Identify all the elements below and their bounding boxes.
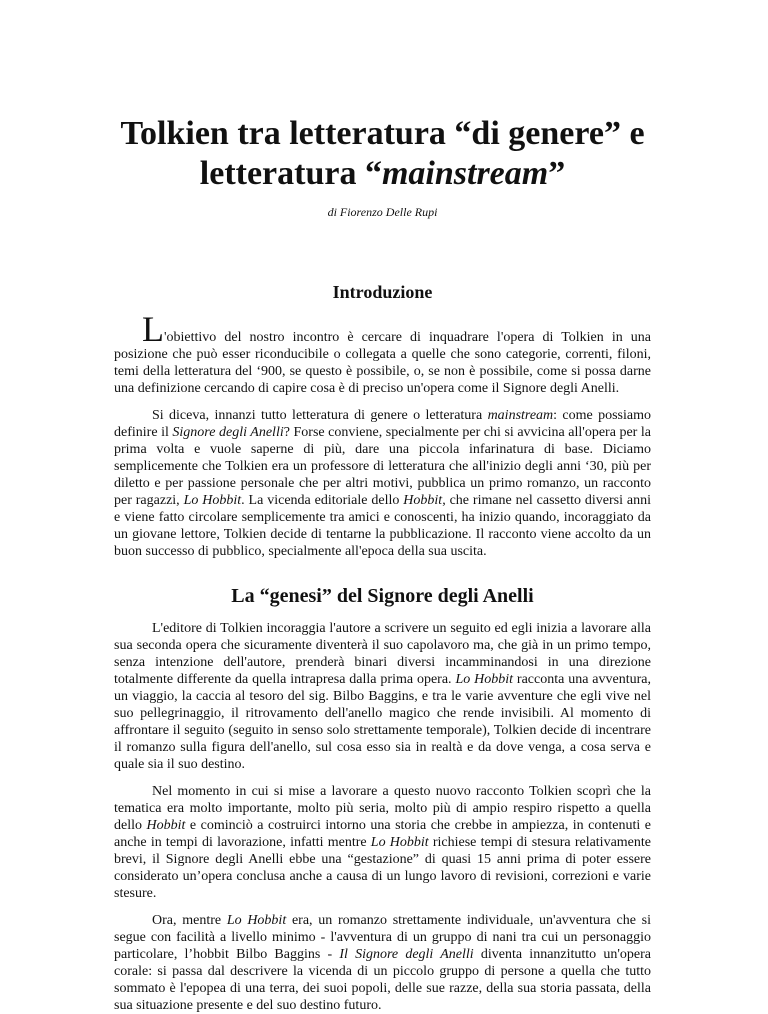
drop-cap-letter: L	[142, 309, 164, 349]
author-byline: di Fiorenzo Delle Rupi	[327, 205, 438, 219]
title-line-1: Tolkien tra letteratura “di genere” e	[120, 115, 645, 152]
italic-book-title: Signore degli Anelli	[172, 425, 284, 440]
text-run: era, un romanzo strettamente individuale, un'avventura che si segue con facilità a livello minimo - l'avventura di un gruppo di nani tra cui un personaggio particolare, l’hobbit Bilbo Baggins -	[114, 913, 651, 962]
italic-book-title: Lo Hobbit	[226, 913, 287, 928]
text-run: : come possiamo definire il	[114, 408, 651, 440]
text-run: . La vicenda editoriale dello	[241, 493, 404, 508]
text-run: L'editore di Tolkien incoraggia l'autore a scrivere un seguito ed egli inizia a lavorare alla sua seconda opera che sicuramente diventerà il suo capolavoro ma, che già in un primo tempo, senza intenzione dell'autore, prenderà binari diversi incamminandosi in una direzione totalmente differente da quella intrapresa dalla prima opera.	[114, 621, 651, 687]
text-run: ? Forse conviene, specialmente per chi si avvicina all'opera per la prima volta e vuole saperne di più, dare una piccola infarinatura di base. Diciamo semplicemente che Tolkien era un professore di letteratura che all'inizio degli anni ‘30, più per diletto e per passione personale che per altri motivi, pubblica un primo romanzo, un racconto per ragazzi,	[114, 425, 651, 508]
text-run: richiese tempi di stesura relativamente brevi, il Signore degli Anelli ebbe una “gestazione” di quasi 15 anni prima di poter essere considerato un’opera conclusa anche a causa di un lungo lavoro di revisioni, correzioni e varie stesure.	[114, 835, 651, 901]
section-heading-introduzione: Introduzione	[332, 282, 433, 302]
italic-book-title: Lo Hobbit	[370, 835, 429, 850]
intro-paragraph-1-text: 'obiettivo del nostro incontro è cercare di inquadrare l'opera di Tolkien in una posizione che può esser riconducibile o collegata a quelle che sono categorie, correnti, filoni, temi della letteratura del ‘900, se questo è possibile, o, se non è possibile, come si possa darne una definizione cercando di capire cosa è di preciso un'opera come il Signore degli Anelli.	[114, 330, 651, 396]
genesi-paragraph-3	[114, 912, 651, 1014]
italic-book-title: Hobbit	[146, 818, 186, 833]
text-run: diventa innanzitutto un'opera corale: si passa dal descrivere la vicenda di un piccolo gruppo di persone a quella che tutto sommato è l'epopea di una terra, dei suoi popoli, delle sue razze, della sua storia passata, della sua situazione presente e del suo destino futuro.	[114, 947, 651, 1013]
text-run: , che rimane nel cassetto diversi anni e viene fatto circolare semplicemente tra amici e conoscenti, ha inizio quando, incoraggiato da un giovane lettore, Tolkien decide di tentarne la pubblicazione. Il racconto viene accolto da un buon successo di pubblico, specialmente all'epoca della sua uscita.	[114, 493, 651, 559]
intro-section	[114, 309, 651, 560]
text-run: racconta una avventura, un viaggio, la caccia al tesoro del sig. Bilbo Baggins, e tra le varie avventure che egli vive nel suo pellegrinaggio, il ritrovamento dell'anello magico che rende invisibili. Al momento di affrontare il seguito (seguito in senso solo strettamente temporale), Tolkien decide di incentrare il romanzo sulla figura dell'anello, sul cosa esso sia in realtà e da dove venga, a cosa serva e quale sia il suo destino.	[114, 672, 651, 772]
title-line-2-italic: mainstream	[381, 155, 549, 192]
text-run: Ora, mentre	[152, 913, 227, 928]
text-run: e cominciò a costruirci intorno una storia che crebbe in ampiezza, in contenuti e anche in tempi di lavorazione, infatti mentre	[114, 818, 651, 850]
genesi-paragraph-2	[114, 783, 651, 902]
italic-term: mainstream	[487, 408, 554, 423]
intro-paragraph-2	[114, 407, 651, 560]
title-line-2-prefix: letteratura “	[199, 155, 382, 192]
intro-paragraph-1	[114, 309, 651, 397]
title-line-2-suffix: ”	[548, 155, 566, 192]
section-heading-genesi: La “genesi” del Signore degli Anelli	[231, 585, 534, 607]
genesi-section	[114, 620, 651, 1014]
italic-book-title: Il Signore degli Anelli	[339, 947, 474, 962]
text-run: Nel momento in cui si mise a lavorare a questo nuovo racconto Tolkien scoprì che la tematica era molto importante, molto più seria, molto più di ampio respiro rispetto a quella dello	[114, 784, 651, 833]
text-run: Si diceva, innanzi tutto letteratura di genere o letteratura	[152, 408, 488, 423]
italic-book-title: Hobbit	[403, 493, 443, 508]
genesi-paragraph-1	[114, 620, 651, 773]
italic-book-title: Lo Hobbit	[455, 672, 514, 687]
document-title	[114, 0, 651, 194]
italic-book-title: Lo Hobbit	[183, 493, 242, 508]
